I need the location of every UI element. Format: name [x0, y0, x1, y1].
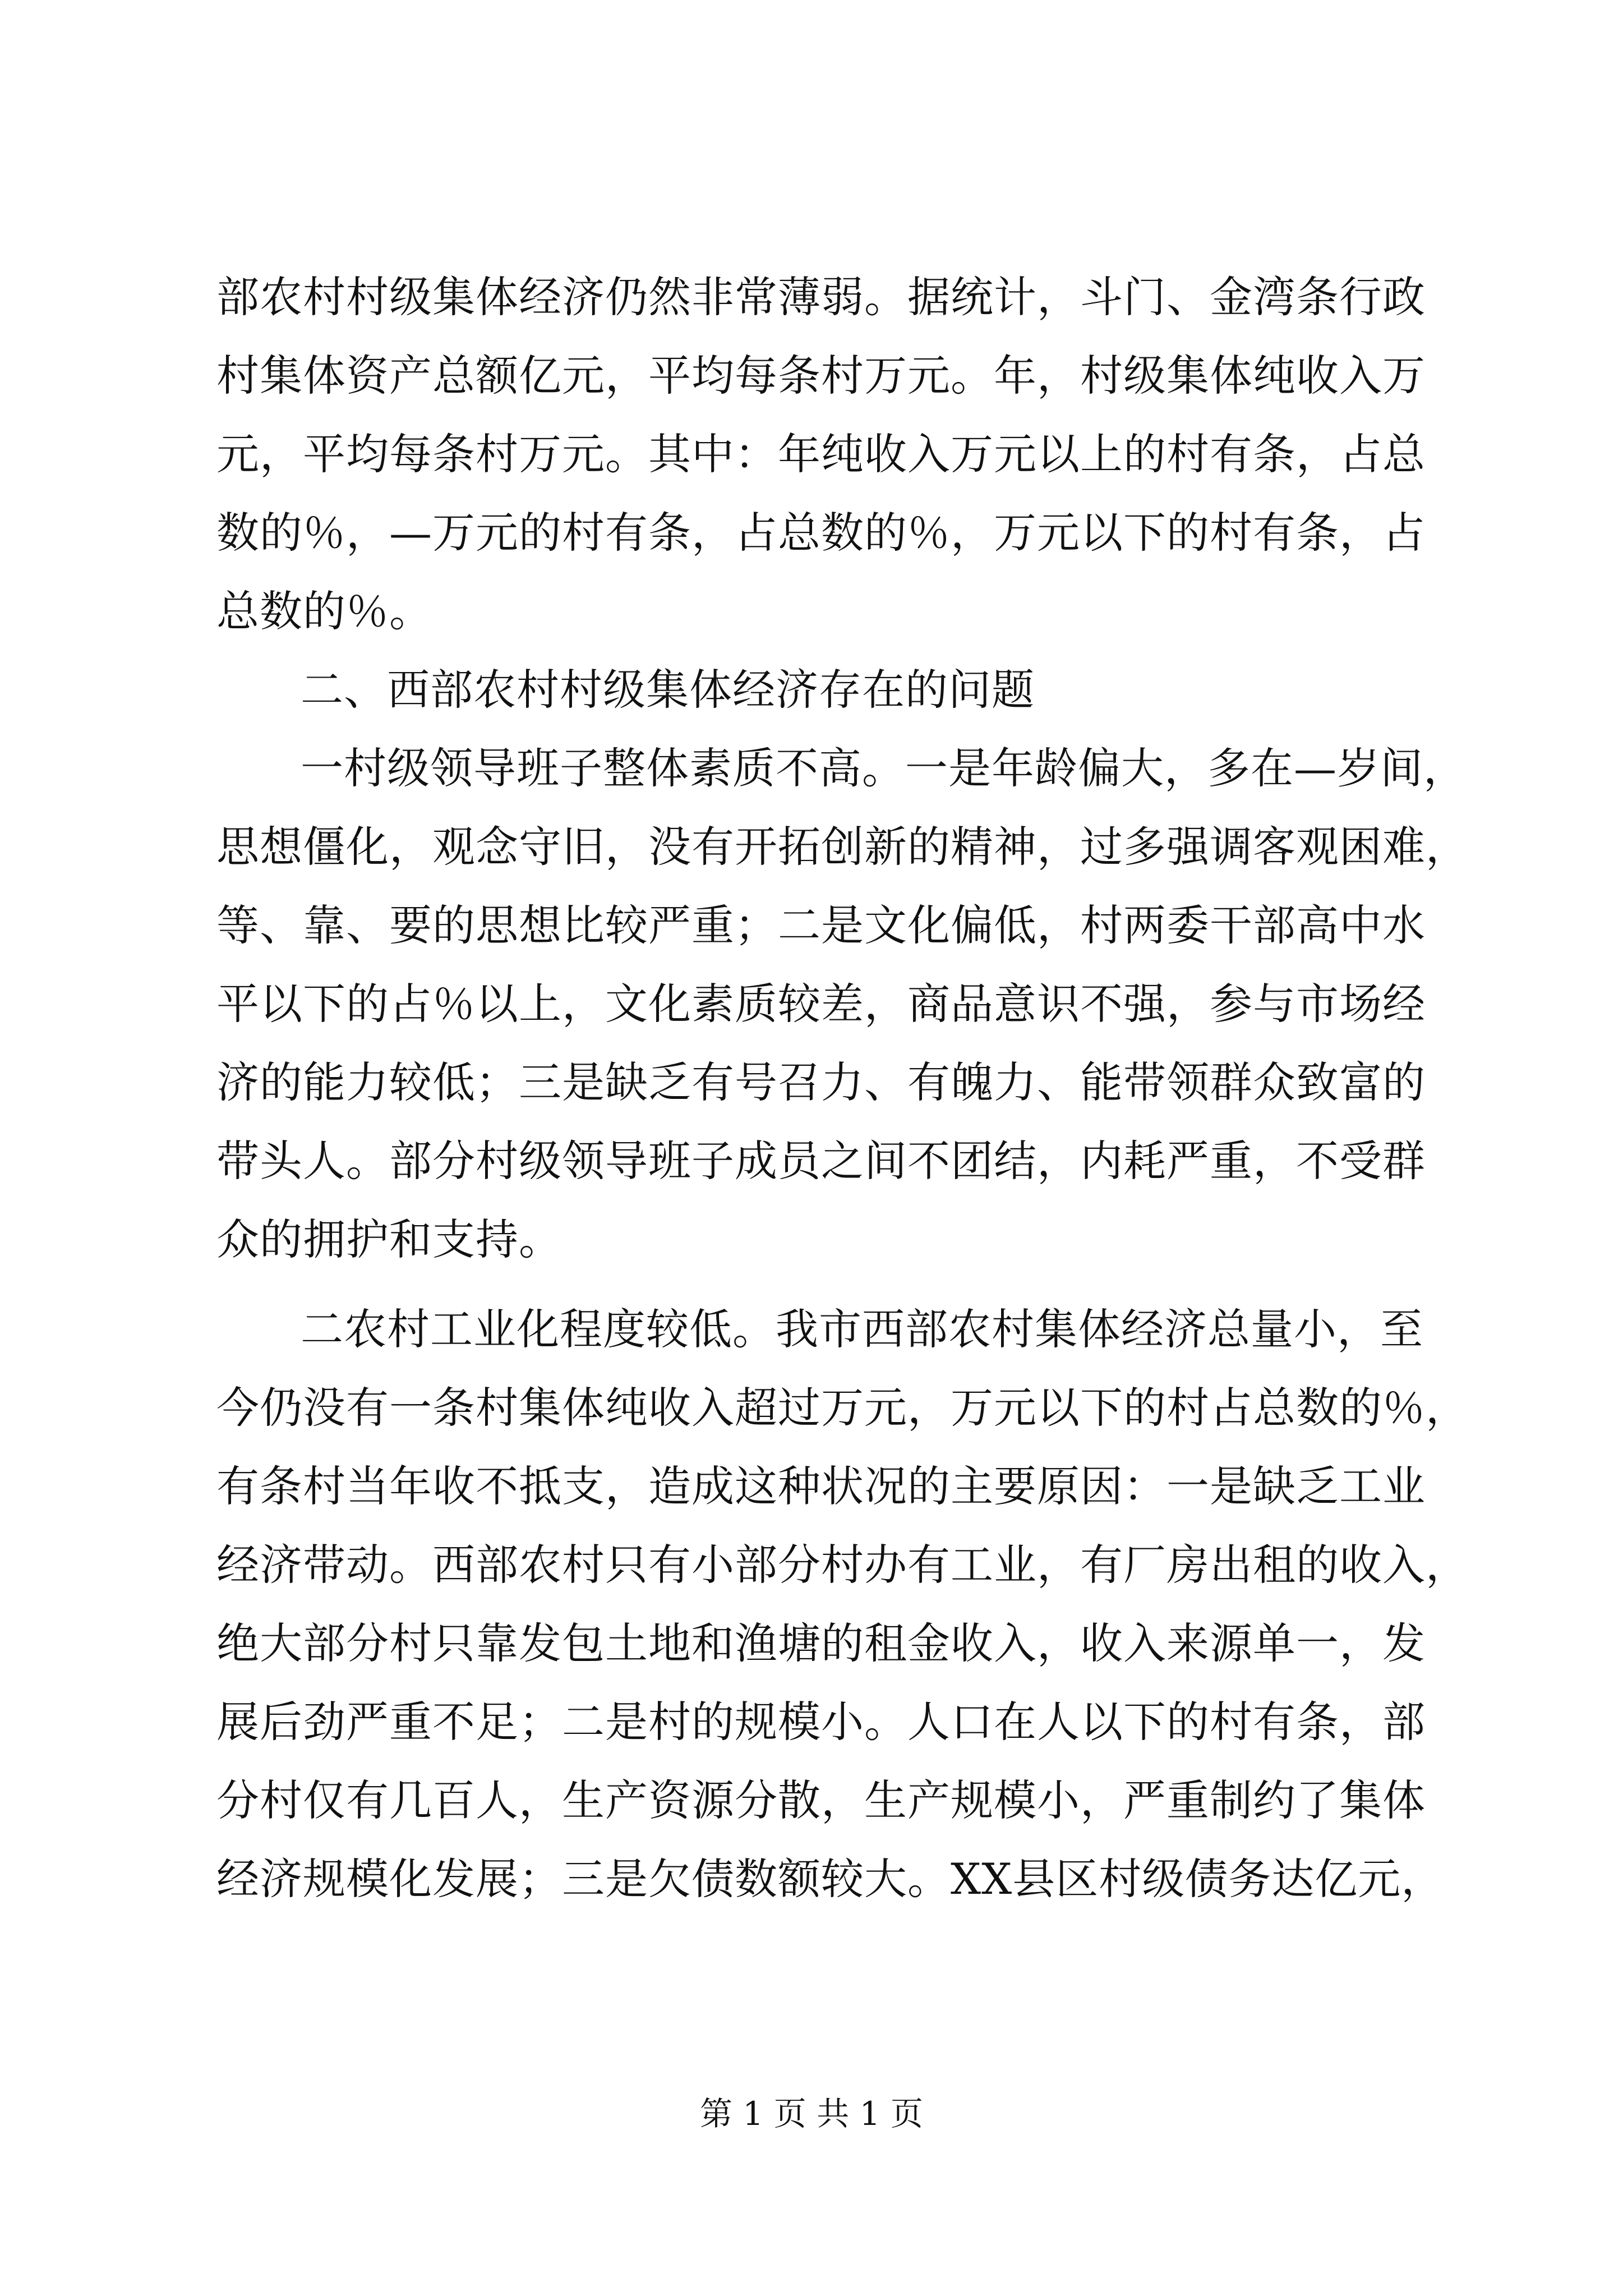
- body-line: 数的％，—万元的村有条，占总数的％，万元以下的村有条，占: [216, 508, 1426, 558]
- body-line: 分村仅有几百人，生产资源分散，生产规模小，严重制约了集体: [216, 1775, 1426, 1825]
- body-line: 等、靠、要的思想比较严重；二是文化偏低，村两委干部高中水: [216, 900, 1426, 950]
- body-line: 平以下的占％以上，文化素质较差，商品意识不强，参与市场经: [216, 979, 1426, 1029]
- body-line: 思想僵化，观念守旧，没有开拓创新的精神，过多强调客观困难，: [216, 822, 1469, 872]
- body-line: 有条村当年收不抵支，造成这种状况的主要原因：一是缺乏工业: [216, 1461, 1426, 1511]
- page-number-footer: 第 1 页 共 1 页: [700, 2095, 923, 2133]
- body-line: 带头人。部分村级领导班子成员之间不团结，内耗严重，不受群: [216, 1136, 1426, 1186]
- body-line: 众的拥护和支持。: [216, 1214, 562, 1264]
- body-line: 今仍没有一条村集体纯收入超过万元，万元以下的村占总数的％，: [216, 1383, 1469, 1433]
- body-line: 村集体资产总额亿元，平均每条村万元。年，村级集体纯收入万: [216, 351, 1426, 401]
- section-heading: 二、西部农村村级集体经济存在的问题: [301, 665, 1035, 715]
- body-line: 部农村村级集体经济仍然非常薄弱。据统计，斗门、金湾条行政: [216, 272, 1426, 322]
- body-line: 经济规模化发展；三是欠债数额较大。XX县区村级债务达亿元，: [216, 1854, 1445, 1904]
- body-line: 总数的％。: [216, 586, 432, 636]
- body-line: 绝大部分村只靠发包土地和渔塘的租金收入，收入来源单一，发: [216, 1618, 1426, 1668]
- body-line: 元，平均每条村万元。其中：年纯收入万元以上的村有条，占总: [216, 429, 1426, 479]
- body-line: 济的能力较低；三是缺乏有号召力、有魄力、能带领群众致富的: [216, 1057, 1426, 1107]
- body-line: 展后劲严重不足；二是村的规模小。人口在人以下的村有条，部: [216, 1697, 1426, 1747]
- body-line: 经济带动。西部农村只有小部分村办有工业，有厂房出租的收入，: [216, 1540, 1469, 1590]
- paragraph-start: 一村级领导班子整体素质不高。一是年龄偏大，多在—岁间，: [301, 743, 1467, 793]
- paragraph-start: 二农村工业化程度较低。我市西部农村集体经济总量小，至: [301, 1304, 1423, 1354]
